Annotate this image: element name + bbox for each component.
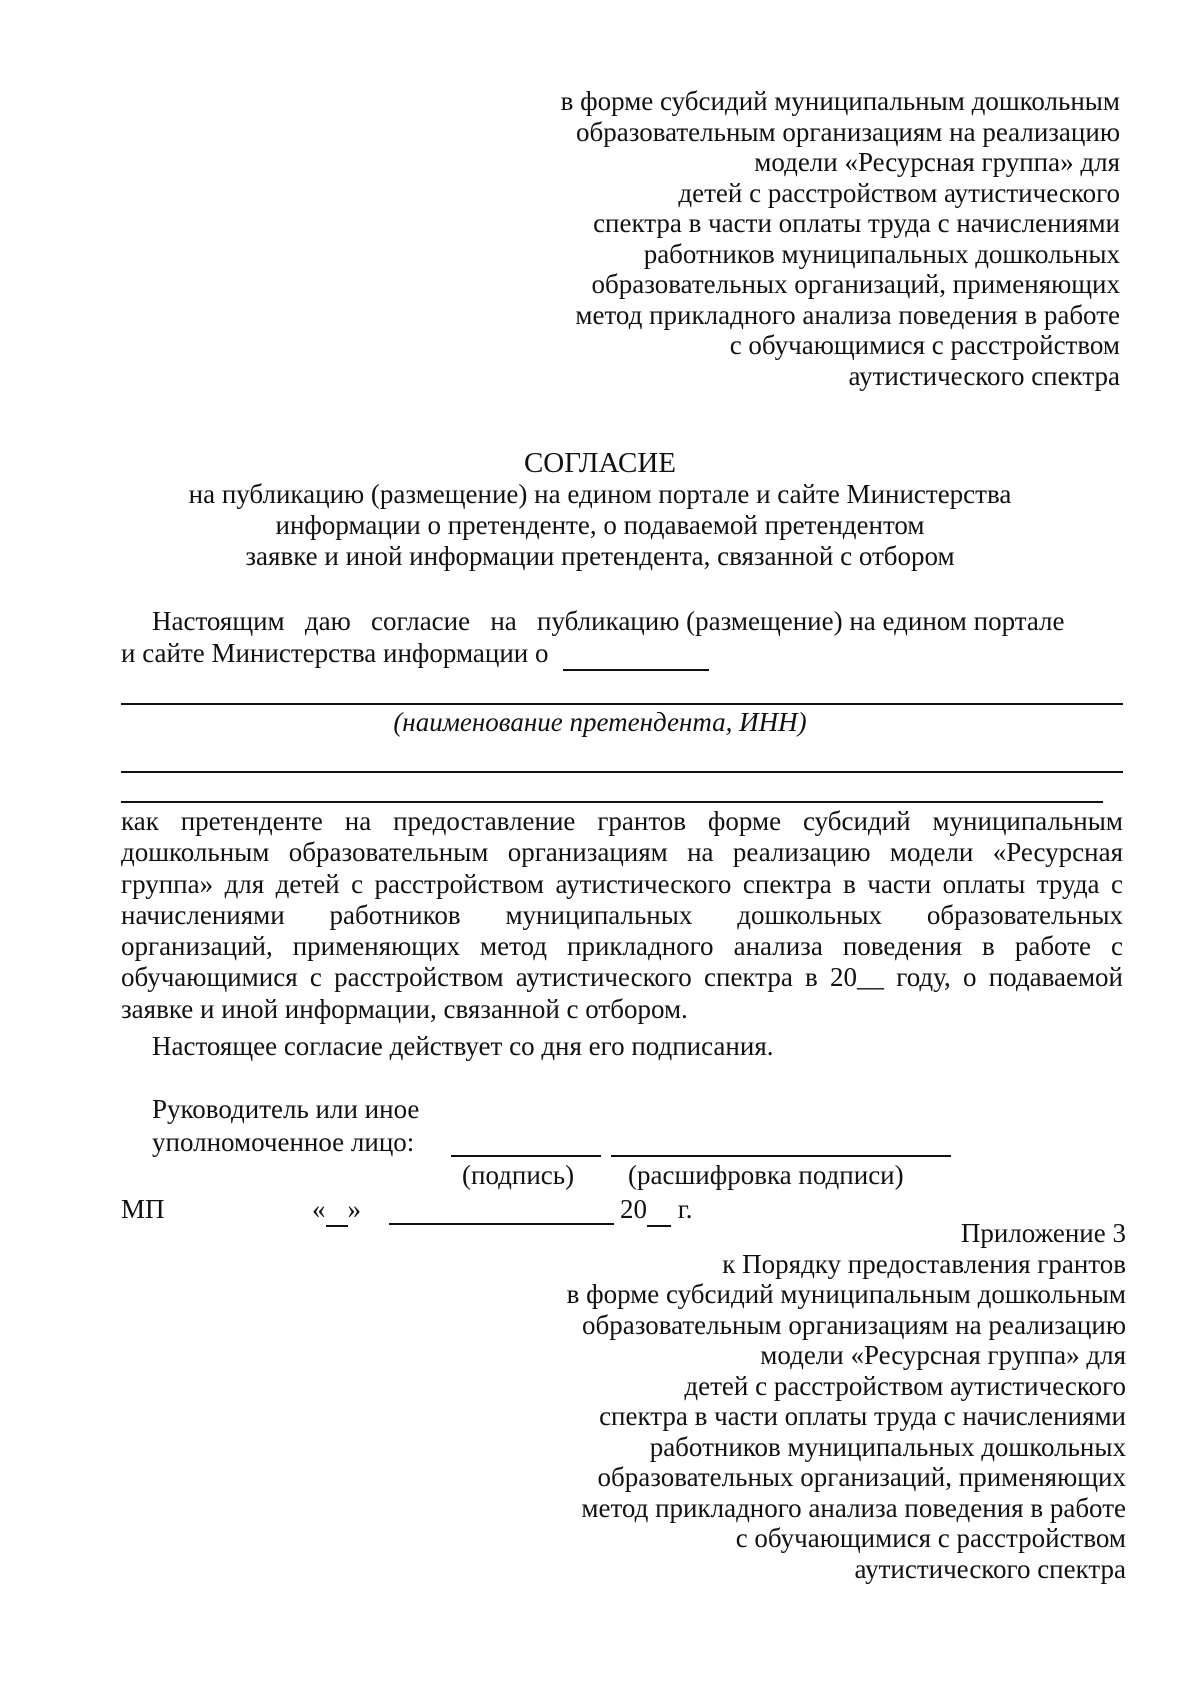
header-line: метод прикладного анализа поведения в работе (575, 299, 1120, 330)
year-suffix: г. (677, 1194, 693, 1224)
appendix-line: работников муниципальных дошкольных (649, 1431, 1126, 1462)
body-line: группа» для детей с расстройством аутистического спектра в части оплаты труда с (121, 868, 1123, 899)
date-close-quote: » (347, 1194, 361, 1224)
signature-decode-line[interactable] (611, 1155, 951, 1157)
validity-text: Настоящее согласие действует со дня его подписания. (152, 1031, 774, 1061)
header-line: с обучающимися с расстройством (729, 330, 1120, 360)
subtitle-line: заявке и иной информации претендента, связанной с отбором (245, 541, 955, 571)
stamp-label: МП (121, 1194, 165, 1224)
appendix-line: детей с расстройством аутистического (684, 1370, 1126, 1401)
consent-body (121, 806, 1123, 1025)
body-line: организаций, применяющих метод прикладного анализа поведения в работе с (121, 931, 1123, 962)
date-open-quote: « (312, 1194, 326, 1224)
body-line: обучающимися с расстройством аутистического спектра в 20__ году, о подаваемой (121, 962, 1123, 993)
appendix-line: аутистического спектра (854, 1553, 1126, 1584)
appendix-line: метод прикладного анализа поведения в работе (581, 1492, 1126, 1523)
appendix-line: к Порядку предоставления грантов (722, 1248, 1126, 1279)
signer-label-1: Руководитель или иное (152, 1094, 420, 1124)
appendix-line: модели «Ресурсная группа» для (760, 1340, 1126, 1370)
body-line: дошкольным образовательным организациям на реализацию модели «Ресурсная (121, 837, 1123, 868)
consent-title: СОГЛАСИЕ (523, 447, 677, 479)
intro-line-2 (121, 638, 709, 671)
header-line: в форме субсидий муниципальным дошкольным (560, 86, 1120, 116)
header-line: образовательных организаций, применяющих (591, 269, 1120, 299)
header-line: спектра в части оплаты труда с начислениями (593, 208, 1120, 238)
appendix-header (567, 1218, 1126, 1584)
appendix-line: с обучающимися с расстройством (735, 1523, 1126, 1553)
header-line: модели «Ресурсная группа» для (754, 147, 1120, 177)
header-top (561, 86, 1120, 391)
body-line: начислениями работников муниципальных дошкольных образовательных (121, 899, 1123, 930)
header-line: работников муниципальных дошкольных (643, 238, 1120, 269)
appendix-line: образовательных организаций, применяющих (597, 1462, 1126, 1492)
signature-caption: (подпись) (462, 1160, 575, 1190)
applicant-blank-line[interactable] (121, 703, 1123, 705)
year-prefix: 20 (620, 1194, 647, 1224)
header-line: образовательным организациям на реализацию (575, 116, 1120, 147)
signature-line[interactable] (451, 1155, 601, 1157)
applicant-caption: (наименование претендента, ИНН) (393, 707, 807, 737)
subtitle-line: на публикацию (размещение) на едином портале и сайте Министерства (188, 479, 1012, 509)
applicant-blank-inline[interactable] (563, 638, 709, 671)
header-line: детей с расстройством аутистического (678, 177, 1120, 208)
intro-line-1: Настоящим даю согласие на публикацию (размещение) на едином портале (152, 606, 1065, 636)
subtitle-line: информации о претенденте, о подаваемой претендентом (275, 510, 925, 540)
body-line: как претенденте на предоставление грантов форме субсидий муниципальным (121, 806, 1123, 836)
date-day-blank[interactable] (326, 1194, 348, 1227)
applicant-blank-line[interactable] (121, 771, 1123, 773)
appendix-line: спектра в части оплаты труда с начислениями (599, 1401, 1126, 1431)
date-day-field[interactable] (312, 1194, 361, 1227)
appendix-line: в форме субсидий муниципальным дошкольным (566, 1279, 1126, 1309)
appendix-line: образовательным организациям на реализацию (581, 1309, 1126, 1340)
consent-subtitle (0, 479, 1200, 572)
body-line: заявке и иной информации, связанной с отбором. (121, 993, 688, 1024)
intro-text: и сайте Министерства информации о (121, 638, 549, 668)
appendix-label: Приложение 3 (960, 1218, 1126, 1248)
header-line: аутистического спектра (848, 360, 1120, 391)
applicant-blank-line[interactable] (121, 801, 1103, 803)
signature-decode-caption: (расшифровка подписи) (628, 1160, 904, 1190)
signer-label-2: уполномоченное лицо: (152, 1127, 415, 1157)
